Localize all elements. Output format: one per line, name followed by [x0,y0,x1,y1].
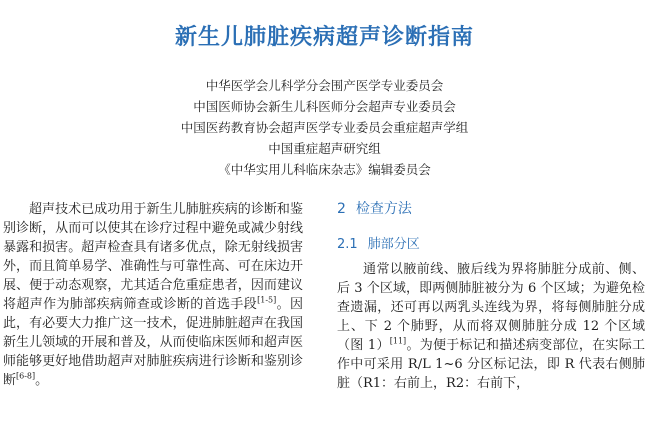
section-title: 检查方法 [355,201,412,217]
right-column [337,200,645,393]
author-line: 中国医师协会新生儿科医师分会超声专业委员会 [193,99,456,114]
intro-text-3: 。 [35,373,49,388]
author-line: 《中华实用儿科临床杂志》编辑委员会 [218,162,431,177]
subsection-number: 2.1 [337,237,358,252]
subsection-title: 肺部分区 [367,237,420,252]
intro-text-2: 。因此，有必要大力推广这一技术，促进肺脏超声在我国新生儿领域的开展和普及，从而使临床医师和超声医师能够更好地借助超声对肺脏疾病进行诊断和鉴别诊断 [3,297,303,388]
author-line: 中国医药教育协会超声医学专业委员会重症超声学组 [180,120,469,135]
citation[interactable]: [11] [389,336,407,346]
author-line: 中华医学会儿科学分会围产医学专业委员会 [205,78,444,93]
method-text-1: 通常以腋前线、腋后线为界将肺脏分成前、侧、后 3 个区域，即两侧肺脏被分为 6 个区域；为避免检查遗漏，还可再以两乳头连线为界，将每侧肺脏分成上、下 2 个肺野，从而将双侧肺脏分成 12 个区域（图 1） [337,262,645,353]
article-title: 新生儿肺脏疾病超声诊断指南 [174,25,474,50]
author-line: 中国重症超声研究组 [268,141,381,156]
section-number: 2 [337,201,346,217]
subsection-heading [337,235,645,254]
intro-text-1: 超声技术已成功用于新生儿肺脏疾病的诊断和鉴别诊断，从而可以使其在诊疗过程中避免或减少射线暴露和损害。超声检查具有诸多优点，除无射线损害外，而且简单易学、准确性与可靠性高、可在床边开展、便于动态观察，尤其适合危重症患者，因而建议将超声作为肺部疾病筛查或诊断的首选手段 [3,202,303,312]
section-heading [337,200,645,219]
intro-paragraph [3,200,303,390]
citation[interactable]: [1-5] [257,295,277,305]
citation[interactable]: [6-8] [16,371,36,381]
method-paragraph [337,260,645,393]
method-text-2: 。为便于标记和描述病变部位，在实际工作中可采用 R/L 1~6 分区标记法，即 R 代表右侧肺脏（R1：右前上，R2：右前下， [337,338,645,391]
author-list [0,75,649,180]
left-column [3,200,303,390]
